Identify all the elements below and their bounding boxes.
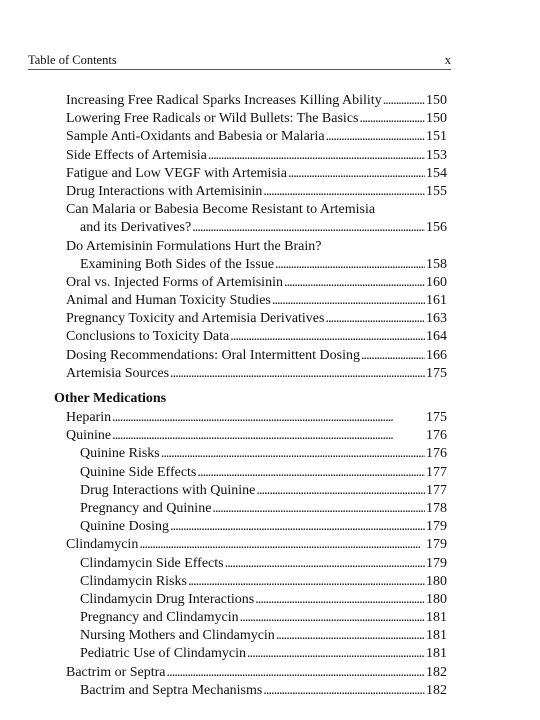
entry-title: Pregnancy Toxicity and Artemisia Derivatives	[66, 311, 325, 327]
entry-title: Clindamycin Side Effects	[80, 555, 224, 571]
entry-page-number: 181	[426, 646, 447, 662]
toc-subentry[interactable]	[0, 645, 540, 663]
toc-subentry[interactable]	[0, 464, 540, 482]
dot-leader	[197, 464, 425, 482]
entry-page-number: 177	[426, 482, 447, 498]
toc-entry[interactable]	[0, 165, 540, 183]
dot-leader	[240, 609, 425, 627]
dot-leader	[247, 645, 425, 663]
entry-page-number: 176	[426, 446, 447, 462]
toc-entry[interactable]	[0, 409, 540, 427]
entry-page-number: 175	[426, 410, 447, 425]
toc-entry[interactable]	[0, 292, 540, 310]
entry-page-number: 175	[426, 365, 447, 381]
toc-entry[interactable]	[0, 328, 540, 346]
toc-entry[interactable]	[0, 347, 540, 365]
entry-title: Heparin	[66, 410, 112, 425]
entry-page-number: 161	[426, 293, 447, 309]
dot-leader	[188, 573, 425, 591]
entry-title: Side Effects of Artemisia	[66, 147, 207, 163]
entry-title: Pregnancy and Clindamycin	[80, 610, 239, 626]
entry-title: Quinine Dosing	[80, 519, 170, 535]
entry-title: Sample Anti-Oxidants and Babesia or Malaria	[66, 129, 325, 145]
toc-entry[interactable]	[0, 201, 540, 219]
entry-page-number: 151	[426, 129, 447, 145]
toc-entry[interactable]	[0, 274, 540, 292]
entry-page-number: 153	[426, 147, 447, 163]
entry-title: Increasing Free Radical Sparks Increases Killing Ability	[66, 93, 382, 108]
entry-page-number: 150	[426, 93, 447, 108]
entry-title: Pregnancy and Quinine	[80, 500, 212, 516]
entry-page-number: 181	[426, 628, 447, 644]
entry-title: Artemisia Sources	[66, 365, 170, 381]
entry-title: Do Artemisinin Formulations Hurt the Brain?	[66, 238, 322, 254]
entry-title: Quinine	[66, 428, 112, 444]
entry-page-number: 166	[426, 347, 447, 363]
entry-title: Drug Interactions with Quinine	[80, 482, 256, 498]
entry-title: Can Malaria or Babesia Become Resistant to Artemisia	[66, 202, 376, 218]
dot-leader	[139, 536, 425, 554]
dot-leader	[167, 664, 425, 682]
dot-leader	[361, 347, 425, 365]
entry-page-number: 182	[426, 682, 447, 698]
dot-leader	[272, 292, 425, 310]
entry-page-number: 180	[426, 573, 447, 589]
dot-leader	[208, 147, 425, 165]
entry-page-number: 150	[426, 111, 447, 127]
dot-leader	[383, 92, 425, 110]
dot-leader	[170, 365, 425, 383]
entry-page-number: 179	[426, 537, 447, 553]
toc-subentry[interactable]	[0, 555, 540, 573]
dot-leader	[192, 219, 425, 237]
dot-leader	[256, 482, 425, 500]
dot-leader	[230, 328, 425, 346]
dot-leader	[359, 110, 425, 128]
dot-leader	[212, 500, 425, 518]
header-page-label: x	[444, 53, 451, 67]
entry-title: Nursing Mothers and Clindamycin	[80, 628, 275, 644]
entry-page-number: 164	[426, 329, 447, 345]
entry-title: Oral vs. Injected Forms of Artemisinin	[66, 274, 283, 290]
toc-entry[interactable]	[0, 110, 540, 128]
entry-page-number: 155	[426, 183, 447, 199]
toc-subentry[interactable]	[0, 627, 540, 645]
toc-subentry[interactable]	[0, 609, 540, 627]
toc-entry[interactable]	[0, 310, 540, 328]
entry-page-number: 178	[426, 500, 447, 516]
entry-title: Dosing Recommendations: Oral Intermittent Dosing	[66, 347, 360, 363]
entry-title: Quinine Side Effects	[80, 464, 197, 480]
entry-title: Lowering Free Radicals or Wild Bullets: The Basics	[66, 111, 359, 127]
section-heading	[0, 388, 540, 409]
toc-subentry[interactable]	[0, 573, 540, 591]
entry-title: Clindamycin	[66, 537, 139, 553]
entry-page-number: 182	[426, 664, 447, 680]
entry-title: Animal and Human Toxicity Studies	[66, 293, 271, 309]
toc-entry[interactable]	[0, 128, 540, 146]
toc-entry[interactable]	[0, 536, 540, 554]
entry-title: Clindamycin Drug Interactions	[80, 591, 255, 607]
entry-title: Clindamycin Risks	[80, 573, 187, 589]
entry-title: Examining Both Sides of the Issue	[80, 256, 275, 272]
toc-entry[interactable]	[0, 664, 540, 682]
toc-entry[interactable]	[0, 147, 540, 165]
dot-leader	[263, 682, 425, 700]
entry-title: Bactrim or Septra	[66, 664, 166, 680]
dot-leader	[112, 409, 425, 427]
toc-entry[interactable]	[0, 427, 540, 445]
toc-subentry[interactable]	[0, 482, 540, 500]
entry-title: Drug Interactions with Artemisinin	[66, 183, 263, 199]
entry-page-number: 176	[426, 428, 447, 444]
dot-leader	[161, 445, 425, 463]
running-header	[28, 49, 451, 70]
dot-leader	[284, 274, 425, 292]
toc-entry-continuation[interactable]	[0, 219, 540, 237]
entry-page-number: 160	[426, 274, 447, 290]
entry-title: and its Derivatives?	[80, 220, 192, 236]
entry-page-number: 156	[426, 220, 447, 236]
table-of-contents	[0, 92, 540, 700]
entry-page-number: 177	[426, 464, 447, 480]
entry-page-number: 163	[426, 311, 447, 327]
entry-page-number: 180	[426, 591, 447, 607]
entry-title: Fatigue and Low VEGF with Artemisia	[66, 165, 287, 181]
entry-page-number: 181	[426, 610, 447, 626]
dot-leader	[288, 165, 425, 183]
toc-subentry[interactable]	[0, 682, 540, 700]
entry-page-number: 154	[426, 165, 447, 181]
entry-page-number: 158	[426, 256, 447, 272]
toc-entry-continuation[interactable]	[0, 256, 540, 274]
header-title: Table of Contents	[28, 53, 117, 67]
toc-subentry[interactable]	[0, 591, 540, 609]
toc-entry[interactable]	[0, 92, 540, 110]
dot-leader	[275, 256, 425, 274]
toc-subentry[interactable]	[0, 518, 540, 536]
toc-subentry[interactable]	[0, 500, 540, 518]
entry-title: Bactrim and Septra Mechanisms	[80, 682, 263, 698]
dot-leader	[276, 627, 425, 645]
dot-leader	[326, 128, 425, 146]
dot-leader	[112, 427, 425, 445]
entry-title: Quinine Risks	[80, 446, 160, 462]
toc-entry[interactable]	[0, 365, 540, 383]
dot-leader	[255, 591, 425, 609]
entry-title: Conclusions to Toxicity Data	[66, 329, 230, 345]
toc-entry[interactable]	[0, 183, 540, 201]
toc-entry[interactable]	[0, 238, 540, 256]
section-heading-text: Other Medications	[54, 391, 167, 406]
dot-leader	[325, 310, 425, 328]
dot-leader	[170, 518, 425, 536]
entry-page-number: 179	[426, 519, 447, 535]
dot-leader	[225, 555, 425, 573]
entry-page-number: 179	[426, 555, 447, 571]
entry-title: Pediatric Use of Clindamycin	[80, 646, 247, 662]
toc-subentry[interactable]	[0, 445, 540, 463]
dot-leader	[263, 183, 425, 201]
